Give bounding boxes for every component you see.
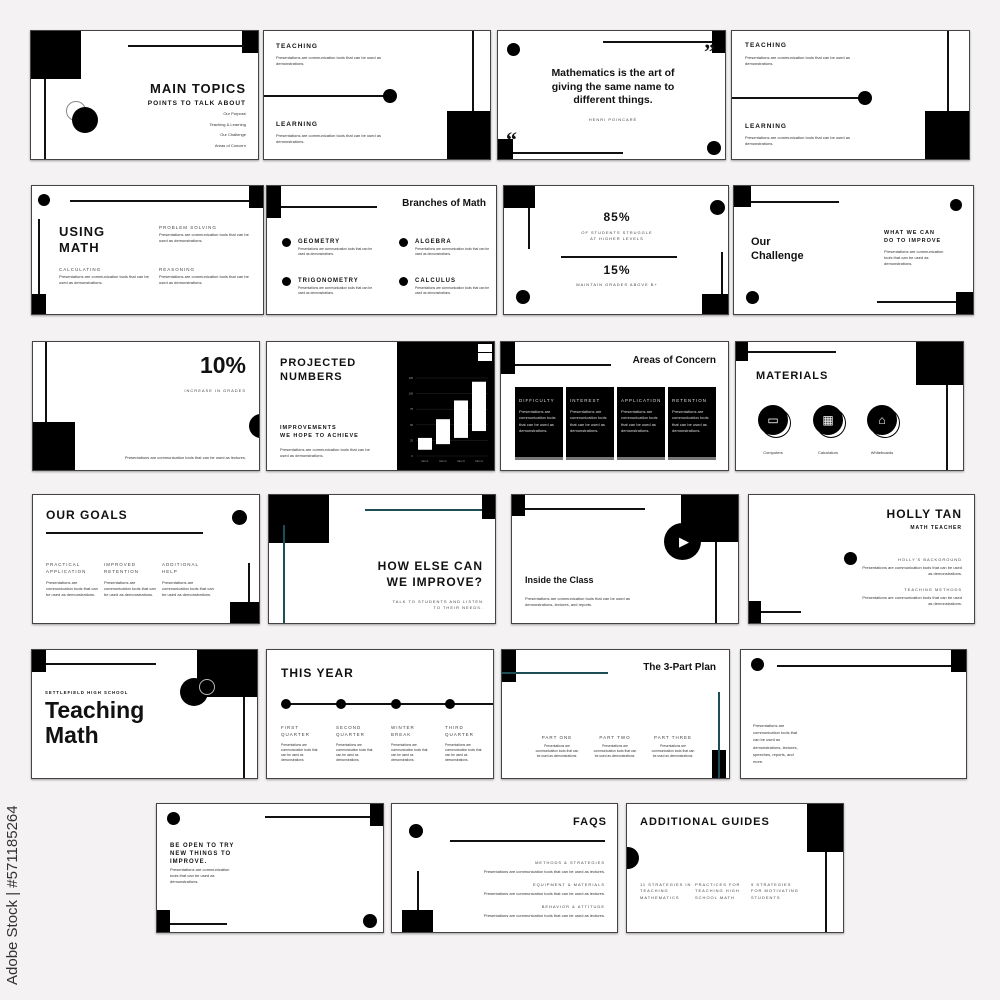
black-block xyxy=(956,292,973,314)
slide-body: Presentations are communication tools that can be used as demonstrations. xyxy=(170,867,230,885)
concern-card xyxy=(515,387,563,460)
timeline-dot xyxy=(336,699,346,709)
plan-label: PART TWO xyxy=(599,735,631,740)
black-block xyxy=(32,294,46,314)
y-tick-label: 25 xyxy=(410,439,413,443)
branch-body: Presentations are communication tools that can be used as demonstrations. xyxy=(415,247,490,257)
plan-body: Presentations are communication tools that can be used as demonstrations. xyxy=(535,744,579,759)
x-tick-label: Item 4 xyxy=(475,460,483,463)
close-quote-icon: ” xyxy=(704,39,716,64)
guide-link[interactable]: PRACTICES FOR TEACHING HIGH SCHOOL MATH xyxy=(695,882,741,900)
school-name: SETTLEFIELD HIGH SCHOOL xyxy=(45,690,129,695)
section-body: Presentations are communication tools that can be used as demonstrations. xyxy=(862,595,962,607)
plan-body: Presentations are communication tools that can be used as demonstrations. xyxy=(593,744,637,759)
slide-title: USING MATH xyxy=(59,224,106,256)
faq-answer: Presentations are communication tools that can be used as lectures. xyxy=(483,913,605,918)
black-block xyxy=(807,804,843,852)
slide-title: OUR GOALS xyxy=(46,508,128,522)
slide-subtitle: TALK TO STUDENTS AND LISTEN TO THEIR NEEDS. xyxy=(392,599,483,611)
divider xyxy=(264,95,389,97)
timeline-body: Presentations are communication tools that can be used as demonstrations. xyxy=(281,743,318,763)
card-body: Presentations are communication tools that can be used as demonstrations. xyxy=(570,409,607,433)
accent-line xyxy=(283,525,285,624)
topic-label: PROBLEM SOLVING xyxy=(159,225,217,230)
timeline-body: Presentations are communication tools that can be used as demonstrations. xyxy=(336,743,373,763)
play-icon[interactable]: ▶ xyxy=(664,523,701,560)
black-block xyxy=(736,342,748,361)
card-label: INTEREST xyxy=(570,398,601,403)
slide-additional-guides[interactable] xyxy=(626,803,844,933)
stat-label: OF STUDENTS STRUGGLE AT HIGHER LEVELS xyxy=(581,230,653,242)
black-block xyxy=(734,186,751,207)
divider xyxy=(561,256,677,258)
divider xyxy=(877,301,957,303)
whiteboard-icon: ⌂ xyxy=(867,405,897,435)
topic-item: Areas of Concern xyxy=(214,143,246,149)
black-block xyxy=(32,650,46,672)
slide-our-challenge[interactable] xyxy=(733,185,974,315)
circle-outline xyxy=(199,679,215,695)
circle-decoration xyxy=(232,510,247,525)
branch-label: CALCULUS xyxy=(415,278,456,284)
section-heading: IMPROVEMENTS WE HOPE TO ACHIEVE xyxy=(280,425,359,439)
faq-question: BEHAVIOR & ATTITUDE xyxy=(541,904,605,909)
circle-decoration xyxy=(516,290,530,304)
material-label: Calculators xyxy=(817,450,838,455)
faq-answer: Presentations are communication tools that can be used as lectures. xyxy=(483,869,605,874)
divider xyxy=(528,208,530,249)
divider xyxy=(128,45,244,47)
circle-decoration xyxy=(72,107,98,133)
slide-body: Presentations are communication tools that can be used as lectures. xyxy=(124,455,246,460)
divider xyxy=(751,201,839,203)
circle-decoration xyxy=(507,43,520,56)
concern-card xyxy=(668,387,716,460)
black-block xyxy=(31,31,81,79)
bar xyxy=(454,400,468,437)
timeline-label: SECOND QUARTER xyxy=(336,725,365,738)
divider xyxy=(417,871,419,915)
slide-body: Presentations are communication tools that can be used as demonstrations, lectures, speeches, reports, and more. xyxy=(753,723,798,764)
topic-label: CALCULATING xyxy=(59,267,102,272)
topic-list xyxy=(210,105,246,154)
divider xyxy=(243,697,245,779)
branch-body: Presentations are communication tools that can be used as demonstrations. xyxy=(415,286,490,296)
projected-chart xyxy=(402,372,492,467)
goal-body: Presentations are communication tools that can be used as demonstrations. xyxy=(104,580,156,598)
slide-teaching-learning-2[interactable] xyxy=(731,30,970,160)
open-quote-icon: “ xyxy=(506,127,518,152)
slide-body: Presentations are communication tools that can be used as demonstrations, lectures, and reports. xyxy=(525,596,630,608)
material-label: Computers xyxy=(763,450,783,455)
y-tick-label: 0 xyxy=(411,455,413,458)
slide-subtitle: POINTS TO TALK ABOUT xyxy=(147,100,246,107)
card-label: RETENTION xyxy=(672,398,708,403)
slide-title: Areas of Concern xyxy=(632,355,716,366)
slide-text-only[interactable] xyxy=(740,649,967,779)
branch-label: ALGEBRA xyxy=(415,239,452,245)
circle-decoration xyxy=(710,200,725,215)
goal-label: PRACTICAL APPLICATION xyxy=(46,562,87,575)
divider xyxy=(38,219,40,299)
timeline-body: Presentations are communication tools that can be used as demonstrations. xyxy=(445,743,482,763)
black-block xyxy=(157,910,170,932)
black-block xyxy=(702,294,728,314)
card-body: Presentations are communication tools that can be used as demonstrations. xyxy=(672,409,709,433)
slide-title: The 3-Part Plan xyxy=(643,662,716,673)
black-block xyxy=(33,422,75,470)
section-body: Presentations are communication tools that can be used as demonstrations. xyxy=(862,565,962,577)
slide-title: FAQS xyxy=(573,816,607,828)
black-block xyxy=(925,111,969,159)
accent-line xyxy=(718,692,720,779)
topic-item: Our Challenge xyxy=(220,132,246,138)
black-block xyxy=(504,186,535,208)
black-block xyxy=(402,910,433,932)
material-label: Whiteboards xyxy=(870,450,894,455)
slide-main-topics[interactable] xyxy=(30,30,259,160)
section-heading: TEACHING xyxy=(276,43,318,50)
section-body: Presentations are communication tools that can be used as demonstrations. xyxy=(745,55,850,67)
black-block xyxy=(242,31,258,53)
topic-item: Our Purpose xyxy=(223,110,246,116)
divider xyxy=(748,351,836,353)
circle-decoration xyxy=(746,291,759,304)
slide-inside-class[interactable] xyxy=(511,494,739,624)
slide-title: Inside the Class xyxy=(525,575,594,585)
branch-label: TRIGONOMETRY xyxy=(298,278,359,284)
goal-label: ADDITIONAL HELP xyxy=(162,562,200,575)
stat-value: 10% xyxy=(199,352,246,378)
black-block xyxy=(447,111,490,159)
divider xyxy=(281,206,377,208)
divider xyxy=(732,97,860,99)
bullet-icon xyxy=(282,277,291,286)
concern-card xyxy=(566,387,614,460)
y-tick-label: 75 xyxy=(410,408,413,412)
divider xyxy=(170,923,227,925)
black-block xyxy=(482,495,495,519)
x-tick-label: Item 3 xyxy=(457,460,465,463)
accent-line xyxy=(502,672,608,674)
slide-using-math[interactable] xyxy=(31,185,264,315)
card-label: DIFFICULTY xyxy=(519,398,555,403)
black-block xyxy=(267,186,281,218)
topic-body: Presentations are communication tools that can be used as demonstrations. xyxy=(159,274,249,286)
divider xyxy=(825,852,827,933)
timeline-body: Presentations are communication tools that can be used as demonstrations. xyxy=(391,743,428,763)
divider xyxy=(721,252,723,298)
topic-label: REASONING xyxy=(159,267,196,272)
divider xyxy=(761,611,801,613)
divider xyxy=(513,152,623,154)
timeline-dot xyxy=(391,699,401,709)
y-tick-label: 125 xyxy=(408,377,413,380)
slide-title: PROJECTED NUMBERS xyxy=(280,357,357,384)
slide-three-part-plan[interactable] xyxy=(501,649,730,779)
section-heading: TEACHING xyxy=(745,42,787,49)
slide-title: HOW ELSE CAN WE IMPROVE? xyxy=(377,559,483,589)
stat-value: 15% xyxy=(603,263,631,277)
stat-label: INCREASE IN GRADES xyxy=(184,388,246,393)
y-tick-label: 100 xyxy=(408,392,413,396)
timeline-line xyxy=(284,703,494,705)
slide-this-year[interactable] xyxy=(266,649,494,779)
slide-areas-of-concern[interactable] xyxy=(500,341,729,471)
branch-label: GEOMETRY xyxy=(298,239,341,245)
section-heading: LEARNING xyxy=(745,123,787,130)
slide-quote[interactable] xyxy=(497,30,726,160)
circle-decoration xyxy=(409,824,423,838)
card-label: APPLICATION xyxy=(621,398,662,403)
slide-teaching-learning[interactable] xyxy=(263,30,491,160)
black-block xyxy=(951,650,966,672)
divider xyxy=(248,563,250,607)
divider xyxy=(46,663,156,665)
slide-title: ADDITIONAL GUIDES xyxy=(640,816,770,828)
white-block xyxy=(478,344,492,352)
goal-body: Presentations are communication tools that can be used as demonstrations. xyxy=(162,580,214,598)
slide-title: Our Challenge xyxy=(751,236,804,263)
white-block xyxy=(478,353,492,361)
branch-body: Presentations are communication tools that can be used as demonstrations. xyxy=(298,286,373,296)
section-body: Presentations are communication tools that can be used as demonstrations. xyxy=(745,135,850,147)
slide-title: MAIN TOPICS xyxy=(150,81,246,96)
circle-decoration xyxy=(38,194,50,206)
black-block xyxy=(501,342,515,374)
section-body: Presentations are communication tools that can be used as demonstrations. xyxy=(884,249,944,267)
bullet-icon xyxy=(282,238,291,247)
plan-label: PART ONE xyxy=(541,735,573,740)
circle-decoration xyxy=(249,414,260,438)
faq-answer: Presentations are communication tools that can be used as lectures. xyxy=(483,891,605,896)
stat-value: 85% xyxy=(603,210,631,224)
bullet-icon xyxy=(399,238,408,247)
bar xyxy=(436,419,450,444)
guide-link[interactable]: 9 STRATEGIES FOR MOTIVATING STUDENTS xyxy=(751,882,799,900)
circle-decoration xyxy=(363,914,377,928)
section-body: Presentations are communication tools that can be used as demonstrations. xyxy=(276,133,381,145)
section-body: Presentations are communication tools that can be used as demonstrations. xyxy=(280,447,370,459)
accent-line xyxy=(365,509,496,511)
slide-faqs[interactable] xyxy=(391,803,618,933)
calculator-icon: ▦ xyxy=(813,405,843,435)
divider xyxy=(777,665,953,667)
divider xyxy=(44,79,46,160)
divider xyxy=(450,840,605,842)
slide-materials[interactable] xyxy=(735,341,964,471)
faq-question: EQUIPMENT & MATERIALS xyxy=(533,882,605,887)
slide-how-else[interactable] xyxy=(268,494,496,624)
slide-ten-percent[interactable] xyxy=(32,341,260,471)
black-block xyxy=(249,186,263,208)
quote-author: HENRI POINCARÉ xyxy=(588,117,638,122)
timeline-dot xyxy=(445,699,455,709)
plan-body: Presentations are communication tools that can be used as demonstrations. xyxy=(651,744,695,759)
circle-decoration xyxy=(626,847,639,869)
slide-heading: BE OPEN TO TRY NEW THINGS TO IMPROVE. xyxy=(170,843,235,866)
topic-body: Presentations are communication tools that can be used as demonstrations. xyxy=(59,274,149,286)
divider xyxy=(525,508,645,510)
black-block xyxy=(230,602,259,623)
circle-decoration xyxy=(383,89,397,103)
slide-our-goals[interactable] xyxy=(32,494,260,624)
black-block xyxy=(370,804,383,826)
circle-decoration xyxy=(858,91,872,105)
circle-decoration xyxy=(707,141,721,155)
divider xyxy=(472,31,474,113)
presenter-role: MATH TEACHER xyxy=(910,525,962,531)
black-block xyxy=(512,495,525,516)
circle-decoration xyxy=(751,658,764,671)
black-block xyxy=(502,650,516,682)
section-label: HOLLY'S BACKGROUND xyxy=(897,557,962,562)
timeline-label: THIRD QUARTER xyxy=(445,725,474,738)
divider xyxy=(46,532,203,534)
divider xyxy=(515,364,611,366)
topic-body: Presentations are communication tools that can be used as demonstrations. xyxy=(159,232,249,244)
divider xyxy=(45,342,47,424)
timeline-dot xyxy=(281,699,291,709)
bar xyxy=(418,438,432,450)
timeline-label: FIRST QUARTER xyxy=(281,725,310,738)
circle-decoration xyxy=(844,552,857,565)
faq-question: METHODS & STRATEGIES xyxy=(535,860,605,865)
slide-holly-tan[interactable] xyxy=(748,494,975,624)
slide-be-open[interactable] xyxy=(156,803,384,933)
divider xyxy=(70,200,252,202)
bullet-icon xyxy=(399,277,408,286)
stock-credit: Adobe Stock | #571185264 xyxy=(4,805,21,985)
divider xyxy=(946,385,948,471)
section-heading: WHAT WE CAN DO TO IMPROVE xyxy=(884,230,942,244)
black-block xyxy=(749,601,761,623)
branch-body: Presentations are communication tools that can be used as demonstrations. xyxy=(298,247,373,257)
card-body: Presentations are communication tools that can be used as demonstrations. xyxy=(621,409,658,433)
x-tick-label: Item 2 xyxy=(439,460,447,463)
divider xyxy=(947,31,949,113)
slide-projected-numbers[interactable] xyxy=(266,341,495,471)
goal-body: Presentations are communication tools that can be used as demonstrations. xyxy=(46,580,98,598)
stat-label: MAINTAIN GRADES ABOVE B+ xyxy=(576,282,658,287)
presenter-name: HOLLY TAN xyxy=(886,507,962,521)
section-label: TEACHING METHODS xyxy=(904,587,962,592)
circle-decoration xyxy=(167,812,180,825)
bar xyxy=(472,382,486,431)
timeline-label: WINTER BREAK xyxy=(391,725,415,738)
black-block xyxy=(269,495,329,543)
slide-title: THIS YEAR xyxy=(281,666,354,680)
section-heading: LEARNING xyxy=(276,121,318,128)
guide-link[interactable]: 11 STRATEGIES IN TEACHING MATHEMATICS xyxy=(640,882,692,900)
slide-title: MATERIALS xyxy=(756,370,829,382)
x-tick-label: Item 1 xyxy=(421,460,429,463)
monitor-icon: ▭ xyxy=(758,405,788,435)
quote-text: Mathematics is the art of giving the same name to different things. xyxy=(551,67,675,107)
slide-teaching-math-title[interactable] xyxy=(31,649,258,779)
slide-stats[interactable] xyxy=(503,185,729,315)
divider xyxy=(715,542,717,624)
card-body: Presentations are communication tools that can be used as demonstrations. xyxy=(519,409,556,433)
y-tick-label: 50 xyxy=(410,423,413,427)
slide-branches[interactable] xyxy=(266,185,497,315)
slide-title: Branches of Math xyxy=(402,198,486,209)
goal-label: IMPROVED RETENTION xyxy=(104,562,140,575)
slide-title: Teaching Math xyxy=(45,697,145,749)
concern-card xyxy=(617,387,665,460)
topic-item: Teaching & Learning xyxy=(209,121,246,127)
circle-decoration xyxy=(950,199,962,211)
section-body: Presentations are communication tools that can be used as demonstrations. xyxy=(276,55,381,67)
plan-label: PART THREE xyxy=(654,735,692,740)
divider xyxy=(603,41,715,43)
black-block xyxy=(916,342,963,385)
divider xyxy=(265,816,373,818)
